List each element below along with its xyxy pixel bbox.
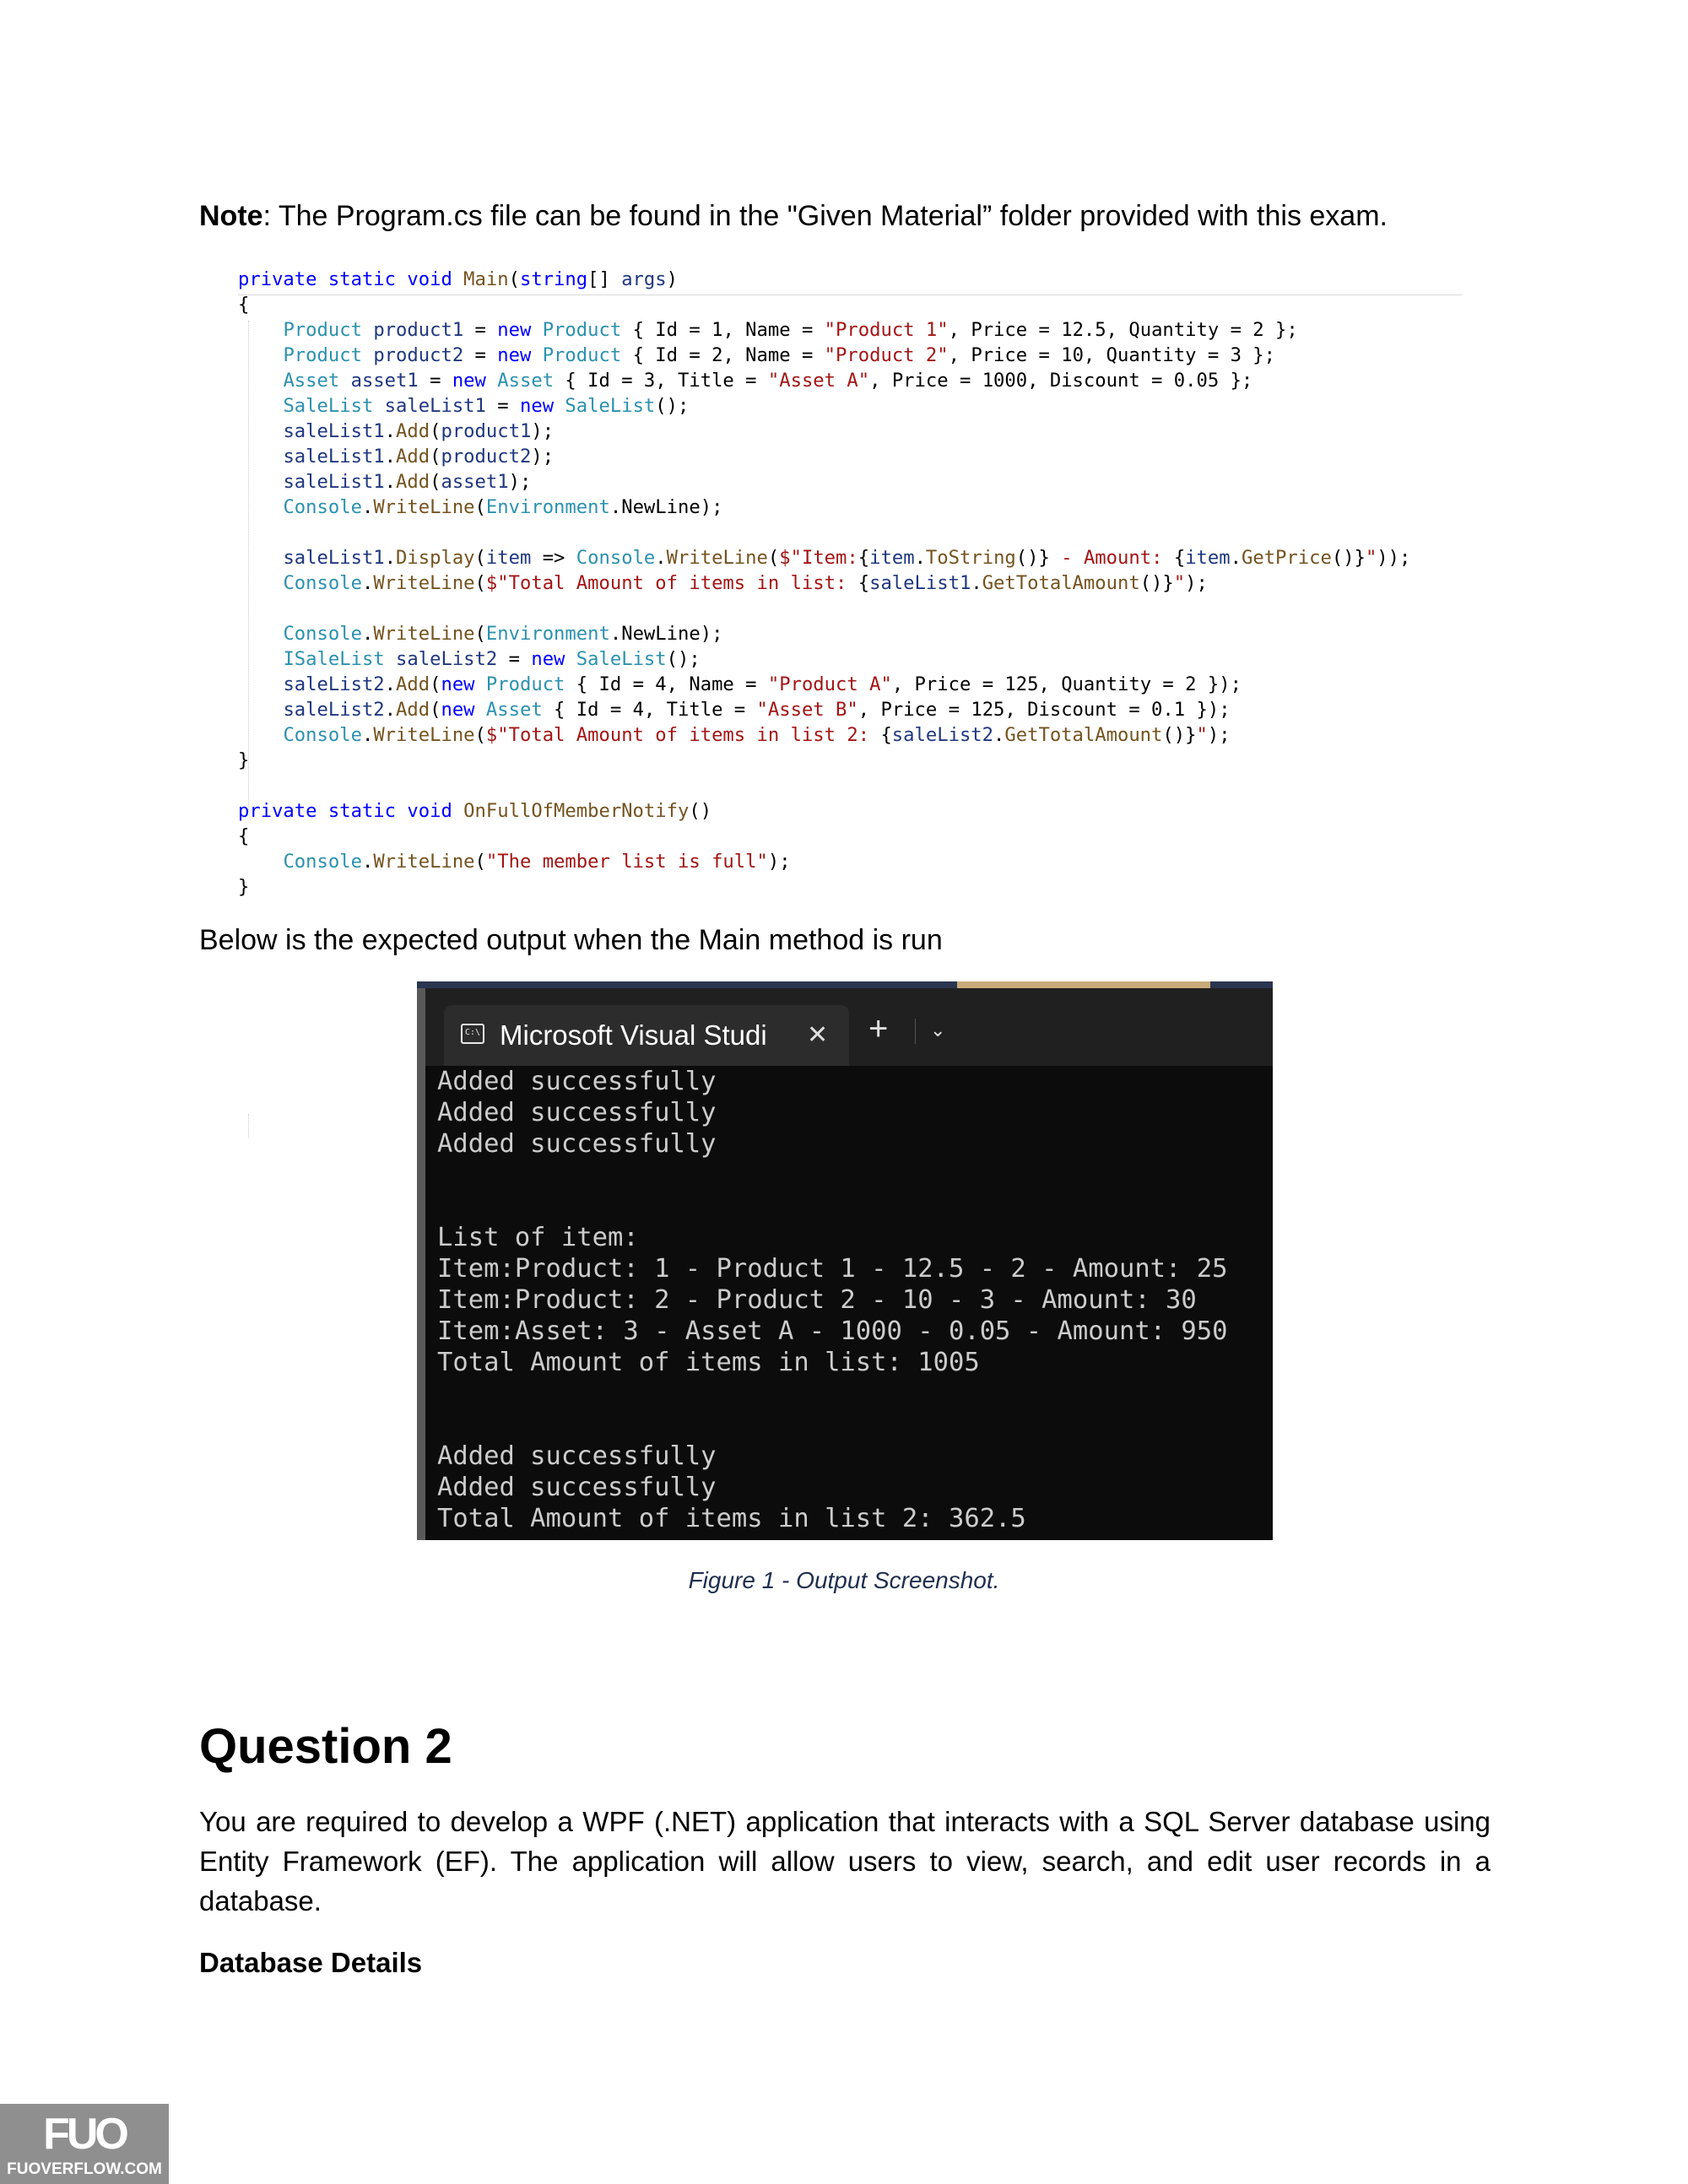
titlebar-divider: [915, 1019, 916, 1044]
code-token: ": [1173, 572, 1186, 594]
code-token: WriteLine: [666, 547, 768, 569]
code-token: (: [430, 699, 441, 721]
code-line: [238, 570, 1208, 596]
code-line: [238, 646, 701, 672]
code-token: WriteLine: [373, 496, 475, 518]
code-token: $"Total Amount of items in list 2:: [485, 724, 881, 746]
site-logo: [0, 2104, 169, 2184]
indent-guide: [248, 1114, 250, 1138]
code-line: [238, 874, 249, 900]
code-token: {: [1173, 547, 1186, 569]
code-token: [238, 446, 283, 468]
code-token: [238, 395, 283, 417]
code-token: [362, 319, 373, 341]
code-token: (: [508, 268, 520, 290]
code-token: saleList2: [396, 648, 498, 670]
code-token: saleList1: [384, 395, 486, 417]
code-token: [238, 420, 283, 442]
code-token: private static void: [238, 800, 464, 822]
terminal-titlebar: [425, 988, 1273, 1066]
code-token: .: [914, 547, 926, 569]
note-text: : The Program.cs file can be found in the "Given Material” folder provided with this exam.: [262, 200, 1388, 232]
code-line: [238, 722, 1231, 748]
code-token: [531, 344, 542, 366]
code-line: [238, 419, 554, 444]
code-token: new: [519, 395, 555, 417]
code-token: item: [1185, 547, 1231, 569]
code-token: { Id = 4, Title =: [542, 699, 757, 721]
code-token: ): [666, 268, 678, 290]
background-strip: [417, 981, 1273, 988]
code-token: Product: [283, 344, 362, 366]
code-token: [238, 724, 283, 746]
console-app-icon: C:\: [461, 1024, 484, 1044]
terminal-window: [417, 981, 1273, 1540]
code-token: product2: [373, 344, 464, 366]
code-token: []: [587, 268, 622, 290]
code-token: [362, 344, 373, 366]
code-token: item: [869, 547, 915, 569]
code-token: "Product A": [767, 673, 892, 695]
code-token: SaleList: [565, 395, 656, 417]
code-token: WriteLine: [373, 623, 475, 645]
close-icon[interactable]: ✕: [807, 1021, 829, 1049]
code-token: [238, 572, 283, 594]
code-token: );: [508, 471, 532, 493]
database-details-heading: Database Details: [199, 1947, 423, 1978]
code-token: );: [767, 851, 791, 873]
code-token: Product: [485, 673, 565, 695]
code-token: saleList1: [283, 471, 385, 493]
code-token: Console: [283, 496, 362, 518]
code-token: =: [497, 648, 532, 670]
code-token: "Asset B": [756, 699, 858, 721]
code-token: , Price = 125, Quantity = 2 });: [891, 673, 1242, 695]
terminal-tab[interactable]: [444, 1005, 849, 1066]
code-line: [238, 343, 1275, 368]
code-token: );: [531, 420, 555, 442]
code-token: (): [689, 800, 712, 822]
code-token: (: [430, 471, 441, 493]
code-token: .: [384, 446, 397, 468]
code-token: {: [880, 724, 892, 746]
code-token: =: [463, 319, 498, 341]
code-line: [238, 824, 249, 849]
code-token: Environment: [485, 623, 610, 645]
code-token: OnFullOfMemberNotify: [463, 800, 690, 822]
code-line: [238, 368, 1252, 393]
code-token: .: [361, 572, 374, 594]
code-token: (: [474, 572, 486, 594]
code-token: , Price = 10, Quantity = 3 };: [948, 344, 1276, 366]
code-token: .: [384, 420, 397, 442]
code-token: [238, 851, 283, 873]
code-token: asset1: [350, 370, 419, 392]
code-token: , Price = 125, Discount = 0.1 });: [858, 699, 1231, 721]
code-token: args: [621, 268, 667, 290]
code-token: Add: [396, 673, 430, 695]
code-token: new: [441, 673, 475, 695]
code-token: .: [384, 547, 397, 569]
new-tab-plus-icon[interactable]: +: [868, 1010, 889, 1047]
code-token: Add: [396, 420, 430, 442]
code-token: [339, 370, 350, 392]
code-token: ();: [655, 395, 690, 417]
code-token: [238, 370, 283, 392]
code-token: {: [858, 547, 870, 569]
code-line: [238, 621, 722, 646]
code-line: [238, 748, 249, 773]
code-token: WriteLine: [373, 724, 475, 746]
code-token: new: [452, 370, 486, 392]
code-token: saleList1: [283, 547, 385, 569]
code-token: - Amount:: [1049, 547, 1174, 569]
code-line: [238, 849, 791, 874]
code-token: .: [361, 724, 374, 746]
code-token: [238, 319, 283, 341]
code-token: saleList2: [283, 673, 385, 695]
code-token: ();: [666, 648, 701, 670]
code-token: [238, 623, 283, 645]
code-token: ()}: [1139, 572, 1174, 594]
code-token: .NewLine);: [609, 623, 723, 645]
terminal-output: Added successfully Added successfully Added successfully List of item: Item:Product: 1 - Product 1 - 12.5 - 2 - Amount: 25 Item:Product: 2 - Product 2 - 10 - 3 - Amount: 30 Item:Asset: 3 - Asset A - 1000 - 0.05 - Amount: 950 Total Amount of items in list: 1005 Added successfully Added successfully Total Amount of items in list 2: 362.5: [437, 1067, 1228, 1533]
code-line: [238, 444, 554, 469]
code-token: Product: [542, 344, 622, 366]
window-left-edge: [417, 988, 425, 1540]
code-token: =: [463, 344, 498, 366]
code-token: );: [1185, 572, 1208, 594]
code-token: [238, 699, 283, 721]
code-token: (: [474, 724, 486, 746]
code-token: product1: [441, 420, 532, 442]
code-token: ": [1365, 547, 1377, 569]
code-token: (: [474, 496, 486, 518]
code-token: new: [531, 648, 565, 670]
code-token: saleList1: [283, 420, 385, 442]
code-token: , Price = 12.5, Quantity = 2 };: [948, 319, 1298, 341]
code-token: .: [971, 572, 982, 594]
code-token: ISaleList: [283, 648, 385, 670]
code-token: [565, 648, 576, 670]
code-token: product2: [441, 446, 532, 468]
code-token: .: [361, 851, 374, 873]
code-token: =: [485, 395, 520, 417]
code-token: new: [497, 319, 532, 341]
code-token: Add: [396, 446, 430, 468]
code-token: , Price = 1000, Discount = 0.05 };: [869, 370, 1253, 392]
code-token: .: [1230, 547, 1242, 569]
code-token: .: [384, 471, 397, 493]
code-token: Display: [396, 547, 475, 569]
figure-caption: Figure 1 - Output Screenshot.: [688, 1567, 1000, 1593]
code-line: [238, 672, 1242, 697]
code-token: (: [474, 623, 486, 645]
code-line: [238, 292, 249, 317]
code-token: Console: [576, 547, 656, 569]
code-token: Asset: [497, 370, 555, 392]
code-token: (: [430, 420, 441, 442]
code-token: [475, 673, 486, 695]
code-line: [238, 495, 722, 520]
code-token: (: [474, 851, 486, 873]
code-token: .: [993, 724, 1005, 746]
code-token: .NewLine);: [609, 496, 723, 518]
code-token: Asset: [485, 699, 543, 721]
code-token: =>: [531, 547, 576, 569]
code-line: [238, 697, 1231, 722]
logo-site-name: FUOVERFLOW.COM: [7, 2160, 162, 2178]
code-token: asset1: [441, 471, 509, 493]
code-token: (: [767, 547, 780, 569]
code-token: Console: [283, 572, 362, 594]
logo-mark: FUO: [43, 2110, 126, 2159]
code-token: [373, 395, 384, 417]
code-token: saleList1: [283, 446, 385, 468]
code-token: new: [441, 699, 475, 721]
code-token: [238, 648, 283, 670]
code-token: [238, 496, 283, 518]
code-token: .: [384, 699, 397, 721]
code-token: item: [485, 547, 532, 569]
code-token: "Asset A": [767, 370, 870, 392]
chevron-down-icon[interactable]: ⌄: [930, 1019, 946, 1041]
code-token: Product: [283, 319, 362, 341]
code-token: Add: [396, 699, 430, 721]
code-token: Asset: [283, 370, 340, 392]
code-line: [238, 798, 711, 824]
code-token: [554, 395, 565, 417]
code-token: $"Total Amount of items in list:: [485, 572, 858, 594]
code-token: { Id = 3, Title =: [554, 370, 768, 392]
code-token: private static void: [238, 268, 464, 290]
code-token: [238, 547, 283, 569]
code-token: (: [474, 547, 486, 569]
code-token: "The member list is full": [485, 851, 768, 873]
code-token: GetTotalAmount: [982, 572, 1140, 594]
code-token: Main: [463, 268, 509, 290]
code-token: SaleList: [283, 395, 374, 417]
code-token: WriteLine: [373, 851, 475, 873]
code-token: (: [430, 673, 441, 695]
code-token: ()}: [1162, 724, 1197, 746]
code-token: [486, 370, 497, 392]
code-token: { Id = 4, Name =: [565, 673, 768, 695]
code-token: $"Item:: [779, 547, 858, 569]
code-token: [385, 648, 396, 670]
code-token: Environment: [485, 496, 610, 518]
note-label: Note: [199, 200, 263, 232]
code-token: [238, 673, 283, 695]
code-token: .: [384, 673, 397, 695]
code-token: Product: [542, 319, 622, 341]
code-token: Console: [283, 623, 362, 645]
code-token: {: [858, 572, 870, 594]
code-token: ));: [1377, 547, 1411, 569]
code-token: ()}: [1331, 547, 1366, 569]
code-token: .: [655, 547, 667, 569]
code-token: .: [361, 496, 374, 518]
code-line: [238, 267, 678, 292]
code-line: [238, 393, 689, 419]
tab-title: Microsoft Visual Studi: [500, 1019, 767, 1051]
output-intro-text: Below is the expected output when the Main method is run: [199, 924, 943, 956]
code-token: ()}: [1015, 547, 1050, 569]
question-paragraph: You are required to develop a WPF (.NET) application that interacts with a SQL Server database using Entity Framework (EF). The application will allow users to view, search, and edit user records in a database.: [199, 1806, 1491, 1916]
code-token: { Id = 1, Name =: [621, 319, 825, 341]
code-line: [238, 469, 531, 495]
code-token: saleList1: [869, 572, 971, 594]
code-token: SaleList: [576, 648, 667, 670]
code-token: WriteLine: [373, 572, 475, 594]
code-token: Console: [283, 851, 362, 873]
code-token: (: [430, 446, 441, 468]
code-token: product1: [373, 319, 464, 341]
code-token: ToString: [925, 547, 1016, 569]
code-token: saleList2: [283, 699, 385, 721]
code-token: .: [361, 623, 374, 645]
note-paragraph: [199, 196, 1388, 236]
code-token: Console: [283, 724, 362, 746]
code-token: "Product 2": [824, 344, 949, 366]
code-token: {: [238, 294, 250, 316]
question-heading: Question 2: [199, 1719, 452, 1774]
code-token: GetPrice: [1241, 547, 1332, 569]
code-line: [238, 317, 1298, 343]
code-token: "Product 1": [824, 319, 949, 341]
code-token: [238, 344, 283, 366]
code-token: [238, 471, 283, 493]
code-token: }: [238, 749, 250, 771]
code-token: GetTotalAmount: [1004, 724, 1163, 746]
code-token: [475, 699, 486, 721]
code-token: );: [1207, 724, 1231, 746]
code-token: Add: [396, 471, 430, 493]
code-token: }: [238, 876, 250, 898]
code-token: [531, 319, 542, 341]
code-token: string: [519, 268, 588, 290]
code-token: saleList2: [891, 724, 994, 746]
code-token: new: [497, 344, 532, 366]
code-token: ": [1196, 724, 1208, 746]
code-line: [238, 545, 1410, 570]
code-token: {: [238, 825, 250, 847]
code-token: { Id = 2, Name =: [621, 344, 825, 366]
code-token: =: [418, 370, 452, 392]
code-token: );: [531, 446, 555, 468]
